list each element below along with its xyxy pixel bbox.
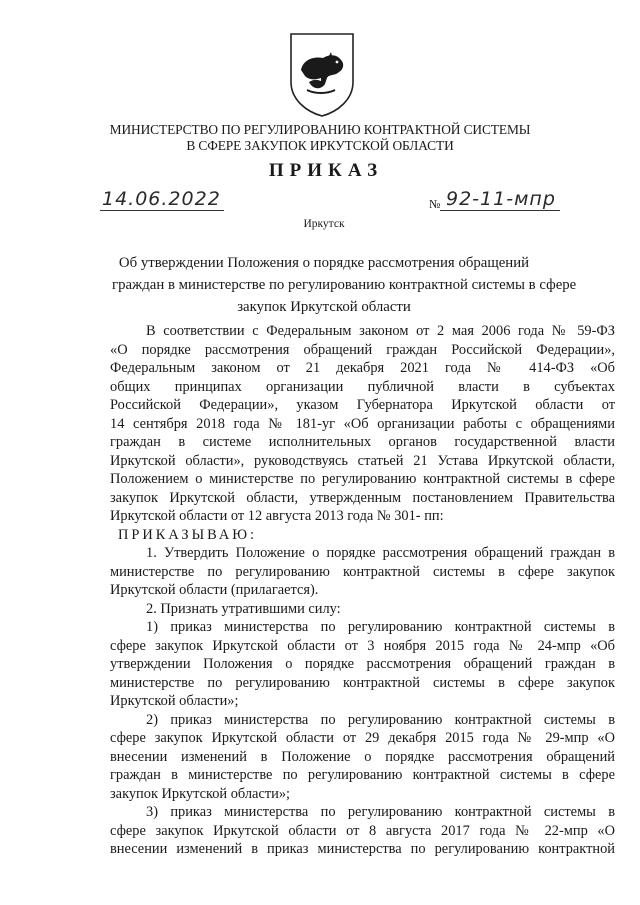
body-text-line: «О порядке рассмотрения обращений граждан Российской Федерации», bbox=[110, 341, 615, 358]
number-underline bbox=[440, 210, 560, 211]
body-text-line: В соответствии с Федеральным законом от 2 мая 2006 года № 59-ФЗ bbox=[146, 323, 615, 339]
document-subject-line: граждан в министерстве по регулированию контрактной системы в сфере bbox=[112, 277, 577, 293]
date-underline bbox=[100, 210, 224, 211]
document-type-title: ПРИКАЗ bbox=[268, 160, 384, 181]
body-text-line: ПРИКАЗЫВАЮ: bbox=[118, 526, 258, 543]
body-text-line: сфере закупок Иркутской области от 29 декабря 2015 года № 29-мпр «О bbox=[110, 730, 615, 746]
body-text-line: Положением о министерстве по регулированию контрактной системы в сфере bbox=[110, 471, 615, 487]
body-text-line: 1) приказ министерства по регулированию контрактной системы в bbox=[146, 619, 615, 635]
ministry-name-line2: В СФЕРЕ ЗАКУПОК ИРКУТСКОЙ ОБЛАСТИ bbox=[186, 138, 454, 153]
body-text-line: закупок Иркутской области, утвержденным постановлением Правительства bbox=[110, 489, 615, 506]
body-text-line: закупок Иркутской области»; bbox=[110, 785, 291, 802]
body-text-line: внесении изменений в приказ министерства по регулированию контрактной bbox=[110, 841, 615, 857]
ministry-name-line1: МИНИСТЕРСТВО ПО РЕГУЛИРОВАНИЮ КОНТРАКТНОЙ СИСТЕМЫ bbox=[109, 122, 531, 137]
document-subject-line: закупок Иркутской области bbox=[237, 299, 411, 315]
body-text-line: 2. Признать утратившими силу: bbox=[146, 600, 341, 617]
body-text-line: сфере закупок Иркутской области от 8 августа 2017 года № 22-мпр «О bbox=[110, 822, 615, 839]
body-text-line: 2) приказ министерства по регулированию контрактной системы в bbox=[146, 711, 615, 728]
document-subject bbox=[112, 252, 577, 318]
body-text-line: министерстве по регулированию контрактной системы в сфере закупок bbox=[110, 563, 615, 580]
body-text-line: Иркутской области (прилагается). bbox=[110, 582, 319, 598]
document-body bbox=[110, 322, 615, 859]
body-text-line: внесении изменений в Положение о порядке рассмотрения обращений bbox=[110, 748, 615, 765]
irkutsk-region-coat-of-arms-icon bbox=[287, 30, 357, 118]
document-subject-line: Об утверждении Положения о порядке рассмотрения обращений bbox=[118, 255, 530, 271]
body-text-line: Российской Федерации», указом Губернатора Иркутской области от bbox=[110, 397, 615, 413]
body-text-line: общих принципах организации публичной власти в субъектах bbox=[110, 378, 615, 395]
number-label: № bbox=[429, 197, 441, 211]
body-text-line: 14 сентября 2018 года № 181-уг «Об организации работы с обращениями bbox=[110, 415, 615, 432]
body-text-line: Иркутской области»; bbox=[110, 693, 239, 709]
body-text-line: утверждении Положения о порядке рассмотрения обращений граждан в bbox=[110, 656, 615, 672]
body-text-line: граждан в министерстве по регулированию контрактной системы в сфере bbox=[110, 767, 615, 783]
body-text-line: министерстве по регулированию контрактной системы в сфере закупок bbox=[110, 674, 615, 691]
order-number: 92-11-мпр bbox=[446, 188, 556, 210]
body-text-line: 1. Утвердить Положение о порядке рассмотрения обращений граждан в bbox=[146, 545, 615, 561]
body-text-line: 3) приказ министерства по регулированию контрактной системы в bbox=[146, 804, 615, 820]
city-name: Иркутск bbox=[303, 218, 345, 230]
body-text-line: граждан в системе исполнительных органов государственной власти bbox=[110, 434, 615, 450]
body-text-line: Федеральным законом от 21 декабря 2021 года № 414-ФЗ «Об bbox=[110, 360, 615, 376]
body-text-line: Иркутской области от 12 августа 2013 года № 301- пп: bbox=[110, 508, 444, 524]
ministry-name bbox=[100, 122, 540, 154]
order-date: 14.06.2022 bbox=[102, 188, 221, 210]
body-text-line: Иркутской области», руководствуясь статьей 21 Устава Иркутской области, bbox=[110, 452, 615, 469]
body-text-line: сфере закупок Иркутской области от 3 ноября 2015 года № 24-мпр «Об bbox=[110, 637, 615, 654]
